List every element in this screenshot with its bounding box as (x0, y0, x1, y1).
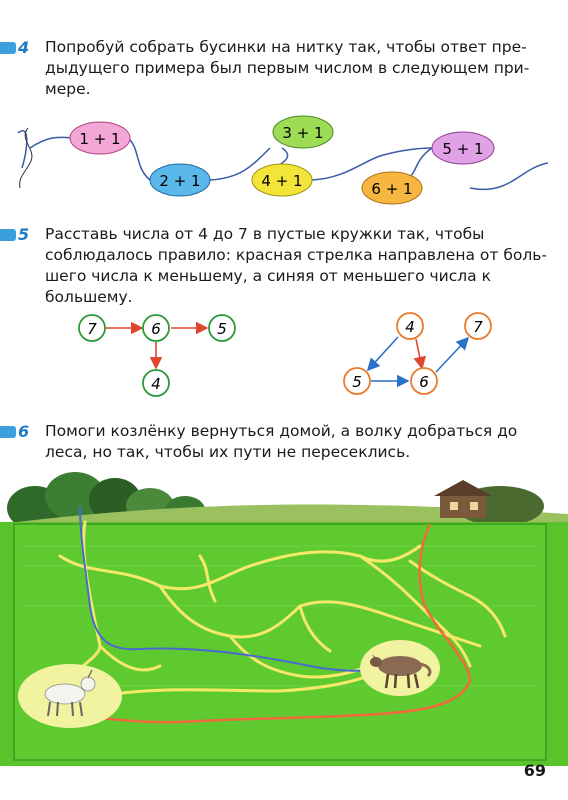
graph-node (209, 315, 235, 341)
number-graphs (0, 310, 568, 400)
node-label: 5 (352, 373, 362, 391)
node-label: 6 (419, 373, 429, 391)
bead-6 (362, 172, 422, 204)
blue-arrow (368, 337, 398, 370)
task-text (45, 421, 550, 463)
bead-label: 4 + 1 (261, 172, 303, 190)
bead-4 (252, 164, 312, 196)
graph-node (344, 368, 370, 394)
task-text (45, 37, 550, 100)
graph-node (465, 313, 491, 339)
bead-label: 6 + 1 (371, 180, 413, 198)
bead-label: 1 + 1 (79, 130, 121, 148)
text-line: дыдущего примера был первым числом в следующем при- (45, 59, 530, 77)
text-line: большему. (45, 288, 133, 306)
graph-node (143, 370, 169, 396)
task-number: 6 (18, 422, 30, 441)
node-label: 6 (151, 320, 161, 338)
task-marker (0, 42, 16, 54)
graph-node (143, 315, 169, 341)
task-number: 5 (18, 225, 30, 244)
text-line: леса, но так, чтобы их пути не пересеклись. (45, 443, 411, 461)
maze-illustration (0, 466, 568, 766)
page-number: 69 (523, 761, 546, 780)
bead-2 (150, 164, 210, 196)
text-line: Расставь числа от 4 до 7 в пустые кружки так, чтобы (45, 225, 485, 243)
task-marker (0, 229, 16, 241)
beads-illustration (0, 108, 568, 218)
bead-label: 2 + 1 (159, 172, 201, 190)
bead-label: 3 + 1 (282, 124, 324, 142)
text-line: Помоги козлёнку вернуться домой, а волку добраться до (45, 422, 518, 440)
bead-1 (70, 122, 130, 154)
task-marker (0, 426, 16, 438)
bead-3 (273, 116, 333, 148)
node-label: 4 (405, 318, 415, 336)
bead-5 (432, 132, 494, 164)
graph-node (79, 315, 105, 341)
task-number: 4 (18, 38, 30, 57)
blue-arrow (436, 338, 468, 372)
graph-node (411, 368, 437, 394)
graph-node (397, 313, 423, 339)
task-text (45, 224, 550, 308)
node-label: 5 (217, 320, 227, 338)
node-label: 7 (473, 318, 483, 336)
text-line: мере. (45, 80, 91, 98)
needle-loop (20, 128, 32, 188)
text-line: шего числа к меньшему, а синяя от меньшего числа к (45, 267, 491, 285)
text-line: Попробуй собрать бусинки на нитку так, чтобы ответ пре- (45, 38, 527, 56)
node-label: 4 (151, 375, 161, 393)
red-arrow (416, 339, 422, 368)
bead-label: 5 + 1 (442, 140, 484, 158)
node-label: 7 (87, 320, 97, 338)
text-line: соблюдалось правило: красная стрелка направлена от боль- (45, 246, 548, 264)
